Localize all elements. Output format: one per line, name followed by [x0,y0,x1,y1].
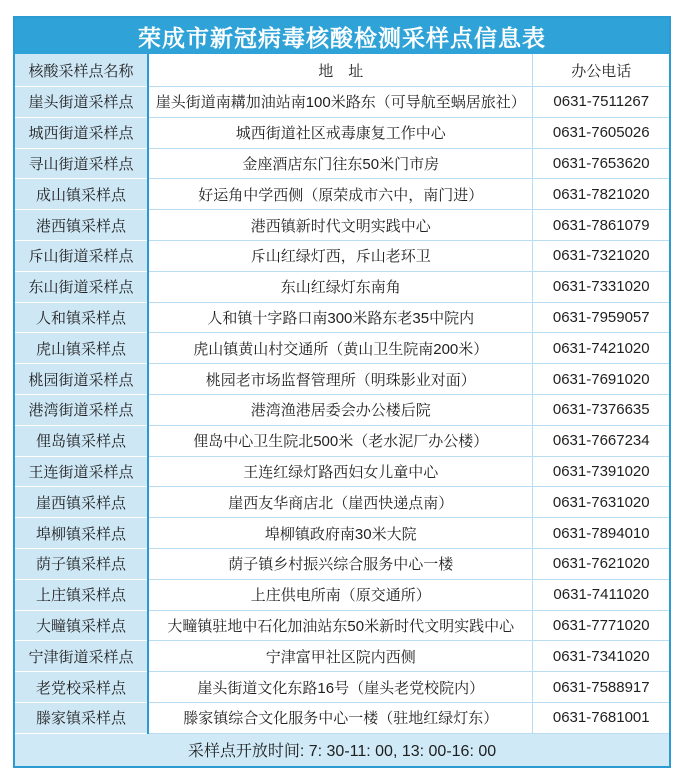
table-row [14,610,670,641]
phone-cell: 0631-7691020 [533,364,670,395]
sampling-point-name-cell: 崖西镇采样点 [14,487,148,518]
address-cell: 好运角中学西侧（原荣成市六中，南门进） [148,179,533,210]
sampling-point-name-cell: 大疃镇采样点 [14,610,148,641]
table-row [14,87,670,118]
sampling-point-name-cell: 斥山街道采样点 [14,240,148,271]
phone-cell: 0631-7321020 [533,240,670,271]
phone-cell: 0631-7411020 [533,579,670,610]
phone-cell: 0631-7771020 [533,610,670,641]
address-cell: 崖头街道文化东路16号（崖头老党校院内） [148,672,533,703]
sampling-point-name-cell: 人和镇采样点 [14,302,148,333]
table-row [14,364,670,395]
sampling-point-name-cell: 崖头街道采样点 [14,87,148,118]
table-row [14,672,670,703]
sampling-point-name-cell: 桃园街道采样点 [14,364,148,395]
phone-cell: 0631-7653620 [533,148,670,179]
table-row [14,210,670,241]
column-header-address: 地 址 [148,54,533,87]
sampling-point-name-cell: 成山镇采样点 [14,179,148,210]
table-row [14,518,670,549]
title-row [14,17,670,54]
footer-row [14,733,670,767]
table-row [14,333,670,364]
address-cell: 人和镇十字路口南300米路东老35中院内 [148,302,533,333]
address-cell: 埠柳镇政府南30米大院 [148,518,533,549]
sampling-point-name-cell: 宁津街道采样点 [14,641,148,672]
sampling-point-name-cell: 城西街道采样点 [14,117,148,148]
sampling-point-name-cell: 港湾街道采样点 [14,394,148,425]
column-header-row [14,54,670,87]
address-cell: 荫子镇乡村振兴综合服务中心一楼 [148,548,533,579]
sampling-point-name-cell: 埠柳镇采样点 [14,518,148,549]
sampling-point-name-cell: 港西镇采样点 [14,210,148,241]
table-row [14,394,670,425]
address-cell: 宁津富甲社区院内西侧 [148,641,533,672]
phone-cell: 0631-7821020 [533,179,670,210]
sampling-point-name-cell: 俚岛镇采样点 [14,425,148,456]
table-title: 荣成市新冠病毒核酸检测采样点信息表 [14,17,670,54]
sampling-point-name-cell: 虎山镇采样点 [14,333,148,364]
table-row [14,456,670,487]
sampling-point-name-cell: 滕家镇采样点 [14,702,148,733]
phone-cell: 0631-7621020 [533,548,670,579]
sampling-point-name-cell: 上庄镇采样点 [14,579,148,610]
sampling-point-name-cell: 东山街道采样点 [14,271,148,302]
sampling-points-table [13,16,671,768]
address-cell: 港湾渔港居委会办公楼后院 [148,394,533,425]
address-cell: 崖西友华商店北（崖西快递点南） [148,487,533,518]
opening-hours-note: 采样点开放时间: 7: 30-11: 00, 13: 00-16: 00 [14,733,670,767]
table-row [14,548,670,579]
table-row [14,271,670,302]
table-row [14,240,670,271]
column-header-name: 核酸采样点名称 [14,54,148,87]
phone-cell: 0631-7341020 [533,641,670,672]
table-row [14,302,670,333]
address-cell: 上庄供电所南（原交通所） [148,579,533,610]
phone-cell: 0631-7861079 [533,210,670,241]
column-header-phone: 办公电话 [533,54,670,87]
table-row [14,487,670,518]
address-cell: 大疃镇驻地中石化加油站东50米新时代文明实践中心 [148,610,533,641]
table-row [14,179,670,210]
table-row [14,579,670,610]
address-cell: 虎山镇黄山村交通所（黄山卫生院南200米） [148,333,533,364]
phone-cell: 0631-7331020 [533,271,670,302]
sampling-point-name-cell: 老党校采样点 [14,672,148,703]
phone-cell: 0631-7511267 [533,87,670,118]
address-cell: 崖头街道南耩加油站南100米路东（可导航至蜗居旅社） [148,87,533,118]
address-cell: 滕家镇综合文化服务中心一楼（驻地红绿灯东） [148,702,533,733]
table-body [14,87,670,734]
address-cell: 港西镇新时代文明实践中心 [148,210,533,241]
phone-cell: 0631-7421020 [533,333,670,364]
table-row [14,641,670,672]
phone-cell: 0631-7959057 [533,302,670,333]
address-cell: 斥山红绿灯西，斥山老环卫 [148,240,533,271]
phone-cell: 0631-7894010 [533,518,670,549]
table-row [14,702,670,733]
sampling-point-name-cell: 王连街道采样点 [14,456,148,487]
phone-cell: 0631-7667234 [533,425,670,456]
phone-cell: 0631-7681001 [533,702,670,733]
address-cell: 金座酒店东门往东50米门市房 [148,148,533,179]
phone-cell: 0631-7391020 [533,456,670,487]
table-row [14,425,670,456]
phone-cell: 0631-7631020 [533,487,670,518]
address-cell: 城西街道社区戒毒康复工作中心 [148,117,533,148]
address-cell: 东山红绿灯东南角 [148,271,533,302]
phone-cell: 0631-7605026 [533,117,670,148]
sampling-point-name-cell: 荫子镇采样点 [14,548,148,579]
sampling-point-name-cell: 寻山街道采样点 [14,148,148,179]
table-row [14,148,670,179]
address-cell: 桃园老市场监督管理所（明珠影业对面） [148,364,533,395]
phone-cell: 0631-7376635 [533,394,670,425]
table-row [14,117,670,148]
address-cell: 王连红绿灯路西妇女儿童中心 [148,456,533,487]
address-cell: 俚岛中心卫生院北500米（老水泥厂办公楼） [148,425,533,456]
phone-cell: 0631-7588917 [533,672,670,703]
